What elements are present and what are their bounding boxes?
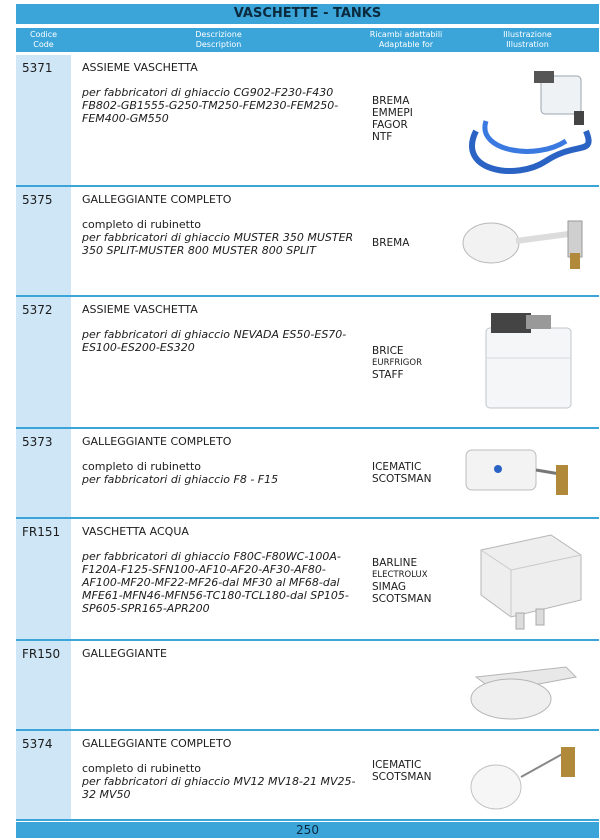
brand: ELECTROLUX <box>372 570 428 580</box>
product-title: ASSIEME VASCHETTA <box>82 61 198 74</box>
header-desc-en: Description <box>195 40 242 49</box>
product-title: ASSIEME VASCHETTA <box>82 303 198 316</box>
description-cell <box>82 435 362 486</box>
product-title: VASCHETTA ACQUA <box>82 525 189 538</box>
header-illustration <box>456 30 599 50</box>
header-code-en: Code <box>33 40 54 49</box>
code-cell <box>16 641 71 729</box>
header-adapt-it: Ricambi adattabili <box>369 30 443 39</box>
float-valve-image <box>456 193 599 289</box>
header-adaptable <box>366 30 446 50</box>
brand: SCOTSMAN <box>372 593 432 605</box>
page-title: VASCHETTE - TANKS <box>16 4 599 24</box>
brand: SIMAG <box>372 581 406 593</box>
product-code: 5373 <box>22 435 53 449</box>
water-tank-image <box>456 525 599 633</box>
product-code: 5374 <box>22 737 53 751</box>
table-header <box>16 28 599 52</box>
float-image <box>456 647 599 723</box>
description-cell <box>82 61 362 125</box>
description-cell <box>82 525 362 615</box>
product-code: FR150 <box>22 647 61 661</box>
brand: ICEMATIC <box>372 461 422 473</box>
code-cell <box>16 55 71 185</box>
float-box-image <box>456 435 599 511</box>
header-code-it: Codice <box>29 30 58 39</box>
product-title: GALLEGGIANTE COMPLETO <box>82 193 232 206</box>
product-compat: per fabbricatori di ghiaccio MUSTER 350 MUSTER 350 SPLIT-MUSTER 800 MUSTER 800 SPLIT <box>82 231 354 257</box>
header-desc-it: Descrizione <box>195 30 242 39</box>
product-note: completo di rubinetto <box>82 762 202 775</box>
float-bottle-valve-image <box>456 737 599 813</box>
code-cell <box>16 731 71 819</box>
brand: BARLINE <box>372 557 418 569</box>
table-row <box>16 641 599 731</box>
description-cell <box>82 193 362 257</box>
table-row <box>16 429 599 519</box>
header-code <box>16 30 71 50</box>
table-row <box>16 519 599 641</box>
product-compat: per fabbricatori di ghiaccio NEVADA ES50-ES70-ES100-ES200-ES320 <box>82 328 347 354</box>
brand: SCOTSMAN <box>372 473 432 485</box>
brand: NTF <box>372 131 393 143</box>
product-note: completo di rubinetto <box>82 218 202 231</box>
product-title: GALLEGGIANTE COMPLETO <box>82 737 232 750</box>
product-title: GALLEGGIANTE <box>82 647 167 660</box>
product-compat: per fabbricatori di ghiaccio CG902-F230-F430 FB802-GB1555-G250-TM250-FEM230-FEM250-FEM400-GM550 <box>82 86 339 125</box>
table-row <box>16 731 599 821</box>
table-row <box>16 297 599 429</box>
product-code: 5371 <box>22 61 53 75</box>
adaptable-cell <box>372 95 462 143</box>
product-compat: per fabbricatori di ghiaccio F8 - F15 <box>82 473 279 486</box>
product-code: 5375 <box>22 193 53 207</box>
adaptable-cell <box>372 557 462 605</box>
product-code: FR151 <box>22 525 61 539</box>
brand: BREMA <box>372 237 410 249</box>
brand: BRICE <box>372 345 404 357</box>
header-ill-it: Illustrazione <box>503 30 552 39</box>
transparent-tank-image <box>456 303 599 421</box>
code-cell <box>16 429 71 517</box>
brand: FAGOR <box>372 119 408 131</box>
brand: SCOTSMAN <box>372 771 432 783</box>
adaptable-cell <box>372 345 462 381</box>
product-code: 5372 <box>22 303 53 317</box>
product-compat: per fabbricatori di ghiaccio F80C-F80WC-100A-F120A-F125-SFN100-AF10-AF20-AF30-AF80-AF100-MF20-MF22-MF26-dal MF30 al MF68-dal MFE61-MFN46-MFN56-TC180-TCL180-dal SP105-SP605-SPR165-APR200 <box>82 550 349 615</box>
product-title: GALLEGGIANTE COMPLETO <box>82 435 232 448</box>
product-compat: per fabbricatori di ghiaccio MV12 MV18-21 MV25-32 MV50 <box>82 775 356 801</box>
tank-with-blue-hose-image <box>456 61 599 179</box>
adaptable-cell <box>372 237 462 249</box>
description-cell <box>82 647 362 672</box>
description-cell <box>82 737 362 801</box>
table-row <box>16 55 599 187</box>
brand: STAFF <box>372 369 404 381</box>
product-note: completo di rubinetto <box>82 460 202 473</box>
header-description <box>71 30 366 50</box>
brand: EURFRIGOR <box>372 358 422 368</box>
adaptable-cell <box>372 759 462 783</box>
brand: ICEMATIC <box>372 759 422 771</box>
code-cell <box>16 187 71 295</box>
brand: EMMEPI <box>372 107 413 119</box>
description-cell <box>82 303 362 354</box>
brand: BREMA <box>372 95 410 107</box>
code-cell <box>16 519 71 639</box>
table-row <box>16 187 599 297</box>
page-number: 250 <box>16 822 599 838</box>
header-adapt-en: Adaptable for <box>378 40 434 49</box>
code-cell <box>16 297 71 427</box>
header-ill-en: Illustration <box>506 40 549 49</box>
adaptable-cell <box>372 461 462 485</box>
